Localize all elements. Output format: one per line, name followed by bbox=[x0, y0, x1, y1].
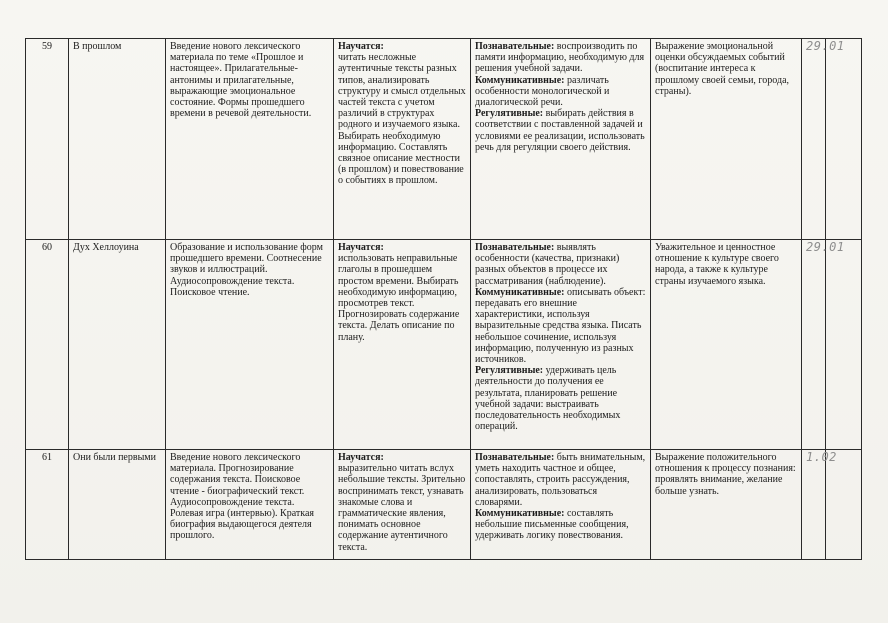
uud-results bbox=[471, 450, 651, 560]
subject-text: выразительно читать вслух небольшие тексты. Зрительно воспринимать текст, узнавать знакомые слова и грамматические явления, понимать основное содержание аутентичного текста. bbox=[338, 463, 466, 553]
table-row bbox=[26, 39, 862, 240]
content-text: Введение нового лексического материала. Прогнозирование содержания текста. Поисковое чтение - биографический текст. Аудиосопровождение текста. Ролевая игра (интервью). Краткая биография выдающегося деятеля прошлого. bbox=[170, 452, 315, 542]
lesson-content bbox=[166, 240, 334, 450]
empty-cell bbox=[826, 450, 862, 560]
uud-title: Коммуникативные: bbox=[475, 74, 565, 86]
uud-item bbox=[475, 108, 646, 153]
uud-item bbox=[475, 41, 646, 75]
subject-title: Научатся: bbox=[338, 242, 384, 253]
uud-title: Познавательные: bbox=[475, 41, 555, 52]
personal-text: Выражение положительного отношения к процессу познания: проявлять внимание, желание больше узнать. bbox=[655, 452, 796, 497]
uud-item bbox=[475, 287, 646, 365]
table-row bbox=[26, 240, 862, 450]
uud-text: составлять небольшие письменные сообщения, удерживать логику повествования. bbox=[475, 508, 629, 542]
personal-results bbox=[651, 240, 802, 450]
subject-results bbox=[334, 240, 471, 450]
uud-item bbox=[475, 242, 646, 287]
blank-page-margin bbox=[0, 560, 888, 623]
lesson-number: 60 bbox=[26, 240, 69, 450]
subject-text: читать несложные аутентичные тексты разных типов, анализировать структуру и смысл отдельных частей текста с учетом различий в структурах родного и изучаемого языка. Выбирать необходимую информацию. Составлять связное описание местности (в прошлом) и повествование о событиях в прошлом. bbox=[338, 52, 466, 187]
lesson-number: 61 bbox=[26, 450, 69, 560]
subject-results bbox=[334, 450, 471, 560]
empty-cell bbox=[826, 240, 862, 450]
uud-item bbox=[475, 75, 646, 109]
subject-results bbox=[334, 39, 471, 240]
uud-results bbox=[471, 240, 651, 450]
uud-item bbox=[475, 365, 646, 432]
uud-text: удерживать цель деятельности до получения ее результата, планировать решение учебной задачи: выстраивать последовательность необходимых операций. bbox=[475, 365, 621, 433]
personal-results bbox=[651, 450, 802, 560]
lesson-content bbox=[166, 39, 334, 240]
uud-title: Регулятивные: bbox=[475, 108, 544, 120]
subject-text: использовать неправильные глаголы в прошедшем простом времени. Выбирать необходимую информацию, просмотрев текст. Прогнозировать содержание текста. Делать описание по плану. bbox=[338, 253, 460, 343]
date-cell bbox=[802, 240, 845, 450]
uud-text: описывать объект: передавать его внешние характеристики, используя выразительные средства языка. Писать небольшое сочинение, используя информацию, полученную из разных источников. bbox=[475, 286, 646, 366]
handwritten-date: 29.01 bbox=[806, 240, 845, 254]
uud-text: выявлять особенности (качества, признаки) разных объектов в процессе их рассматривания (наблюдение). bbox=[475, 242, 620, 287]
uud-results bbox=[471, 39, 651, 240]
lesson-topic: Дух Хеллоуина bbox=[69, 240, 166, 450]
uud-item bbox=[475, 508, 646, 542]
content-text: Введение нового лексического материала по теме «Прошлое и настоящее». Прилагательные-антонимы и прилагательные, выражающие эмоциональное состояние. Формы прошедшего времени в речевой деятельности. bbox=[170, 41, 312, 120]
uud-text: воспроизводить по памяти информацию, необходимую для решения учебной задачи. bbox=[475, 41, 645, 75]
uud-title: Регулятивные: bbox=[475, 365, 544, 377]
uud-text: быть внимательным, уметь находить частное и общее, сопоставлять, строить рассуждения, анализировать, пользоваться словарями. bbox=[475, 452, 646, 508]
uud-item bbox=[475, 452, 646, 508]
lesson-number: 59 bbox=[26, 39, 69, 240]
lesson-content bbox=[166, 450, 334, 560]
personal-text: Выражение эмоциональной оценки обсуждаемых событий (воспитание интереса к прошлому своей семьи, города, страны). bbox=[655, 41, 790, 97]
uud-text: различать особенности монологической и диалогической речи. bbox=[475, 74, 610, 109]
lesson-topic: В прошлом bbox=[69, 39, 166, 240]
lesson-topic: Они были первыми bbox=[69, 450, 166, 560]
uud-title: Познавательные: bbox=[475, 242, 555, 253]
personal-results bbox=[651, 39, 802, 240]
uud-title: Коммуникативные: bbox=[475, 286, 565, 298]
lesson-plan-table bbox=[25, 38, 862, 560]
uud-text: выбирать действия в соответствии с поставленной задачей и условиями ее реализации, использовать речь для регуляции своего действия. bbox=[475, 108, 645, 153]
content-text: Образование и использование форм прошедшего времени. Соотнесение звуков и иллюстраций. Аудиосопровождение текста. Поисковое чтение. bbox=[170, 242, 323, 298]
table-row bbox=[26, 450, 862, 560]
handwritten-date: 1.02 bbox=[806, 450, 837, 464]
handwritten-date: 29.01 bbox=[806, 39, 845, 53]
date-cell bbox=[802, 450, 837, 560]
uud-title: Познавательные: bbox=[475, 452, 555, 463]
empty-cell bbox=[826, 39, 862, 240]
subject-title: Научатся: bbox=[338, 41, 384, 52]
date-cell bbox=[802, 39, 845, 240]
subject-title: Научатся: bbox=[338, 452, 384, 463]
uud-title: Коммуникативные: bbox=[475, 508, 565, 520]
personal-text: Уважительное и ценностное отношение к культуре своего народа, а также к культуре страны изучаемого языка. bbox=[655, 242, 779, 287]
